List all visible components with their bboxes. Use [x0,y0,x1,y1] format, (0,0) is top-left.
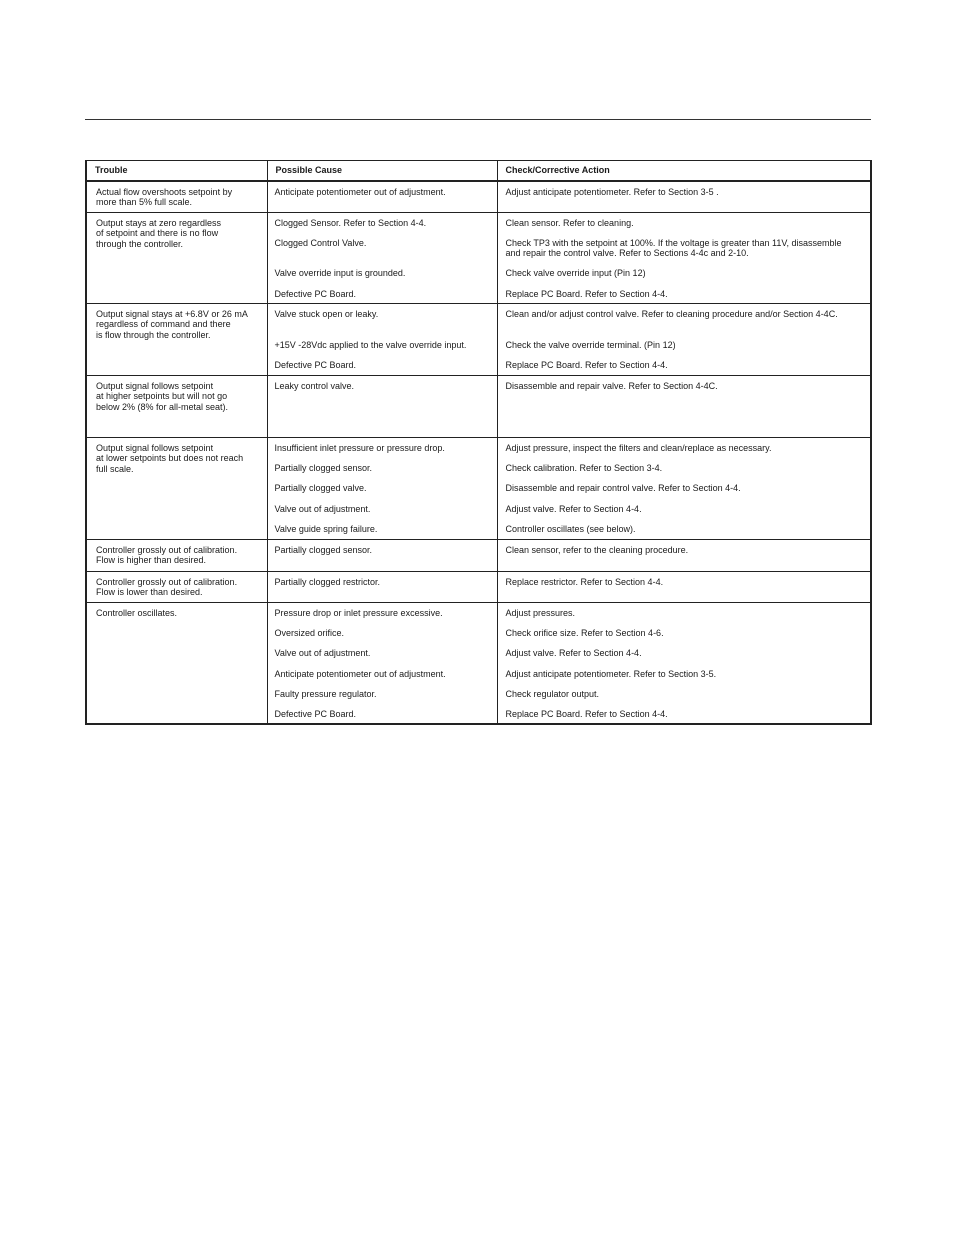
trouble-text: Output signal stays at +6.8V or 26 mA regardless of command and there is flow through the controller. [96,308,248,340]
possible-cause-item: Valve out of adjustment. [274,503,371,514]
trouble-cell [86,212,267,303]
corrective-action-item: Adjust anticipate potentiometer. Refer to Section 3-5. [505,668,717,679]
trouble-cell [86,602,267,724]
table-row [86,303,871,375]
possible-cause-item: Defective PC Board. [274,288,357,299]
corrective-action-item: Replace restrictor. Refer to Section 4-4. [505,576,664,587]
corrective-action-item: Disassemble and repair control valve. Refer to Section 4-4. [505,482,741,493]
corrective-action-cell [497,375,871,437]
possible-cause-cell [267,303,497,375]
possible-cause-cell [267,571,497,602]
corrective-action-cell [497,571,871,602]
trouble-cell [86,375,267,437]
possible-cause-cell [267,602,497,724]
trouble-text: Output signal follows setpoint at lower setpoints but does not reach full scale. [96,442,244,474]
possible-cause-item: Defective PC Board. [274,708,357,719]
corrective-action-item: Clean sensor. Refer to cleaning. [505,217,634,228]
header-rule [85,119,871,120]
corrective-action-item: Adjust valve. Refer to Section 4-4. [505,647,642,658]
possible-cause-item: Anticipate potentiometer out of adjustment. [274,186,446,197]
corrective-action-item: Check valve override input (Pin 12) [505,267,646,278]
possible-cause-item: Anticipate potentiometer out of adjustment. [274,668,446,679]
corrective-action-item: Check calibration. Refer to Section 3-4. [505,462,663,473]
corrective-action-item: Replace PC Board. Refer to Section 4-4. [505,288,668,299]
table-header-row [86,161,871,181]
corrective-action-item: Adjust pressures. [505,607,576,618]
trouble-text: Controller oscillates. [96,607,178,618]
corrective-action-item: Check orifice size. Refer to Section 4-6. [505,627,664,638]
corrective-action-item: Clean and/or adjust control valve. Refer to cleaning procedure and/or Section 4-4C. [505,308,838,319]
corrective-action-item: Controller oscillates (see below). [505,523,636,534]
possible-cause-item: Valve guide spring failure. [274,523,378,534]
corrective-action-item: Replace PC Board. Refer to Section 4-4. [505,359,668,370]
possible-cause-item: +15V -28Vdc applied to the valve override input. [274,339,467,350]
trouble-text: Controller grossly out of calibration. Flow is lower than desired. [96,576,238,597]
trouble-text: Controller grossly out of calibration. Flow is higher than desired. [96,544,238,565]
possible-cause-cell [267,437,497,539]
table-row [86,181,871,213]
corrective-action-item: Adjust pressure, inspect the filters and clean/replace as necessary. [505,442,772,453]
possible-cause-item: Insufficient inlet pressure or pressure drop. [274,442,445,453]
table-row [86,602,871,724]
table-row [86,571,871,602]
corrective-action-item: Clean sensor, refer to the cleaning procedure. [505,544,689,555]
trouble-cell [86,303,267,375]
trouble-cell [86,571,267,602]
possible-cause-cell [267,212,497,303]
corrective-action-item: Replace PC Board. Refer to Section 4-4. [505,708,668,719]
possible-cause-item: Valve out of adjustment. [274,647,371,658]
corrective-action-cell [497,437,871,539]
trouble-cell [86,437,267,539]
possible-cause-item: Valve override input is grounded. [274,267,406,278]
corrective-action-cell [497,539,871,571]
corrective-action-item: Check regulator output. [505,688,600,699]
corrective-action-item: Check TP3 with the setpoint at 100%. If the voltage is greater than 11V, disassemble and repair the control valve. Refer to Sections 4-4c and 2-10. [505,237,842,258]
possible-cause-item: Leaky control valve. [274,380,355,391]
corrective-action-cell [497,303,871,375]
possible-cause-cell [267,539,497,571]
corrective-action-item: Disassemble and repair valve. Refer to Section 4-4C. [505,380,718,391]
column-header-trouble: Trouble [86,161,267,181]
table-row [86,212,871,303]
corrective-action-item: Adjust anticipate potentiometer. Refer to Section 3-5 . [505,186,719,197]
table-row [86,375,871,437]
possible-cause-item: Faulty pressure regulator. [274,688,377,699]
column-header-corrective-action: Check/Corrective Action [497,161,871,181]
table-row [86,437,871,539]
trouble-cell [86,181,267,213]
trouble-text: Actual flow overshoots setpoint by more than 5% full scale. [96,186,233,207]
possible-cause-item: Partially clogged valve. [274,482,367,493]
possible-cause-item: Partially clogged restrictor. [274,576,381,587]
possible-cause-item: Clogged Sensor. Refer to Section 4-4. [274,217,427,228]
corrective-action-item: Check the valve override terminal. (Pin 12) [505,339,676,350]
corrective-action-cell [497,181,871,213]
possible-cause-item: Oversized orifice. [274,627,345,638]
troubleshooting-table [85,160,872,725]
possible-cause-item: Valve stuck open or leaky. [274,308,379,319]
corrective-action-cell [497,212,871,303]
possible-cause-item: Clogged Control Valve. [274,237,367,248]
possible-cause-item: Partially clogged sensor. [274,462,373,473]
corrective-action-cell [497,602,871,724]
corrective-action-item: Adjust valve. Refer to Section 4-4. [505,503,642,514]
possible-cause-item: Pressure drop or inlet pressure excessive. [274,607,443,618]
trouble-text: Output stays at zero regardless of setpoint and there is no flow through the controller. [96,217,222,249]
possible-cause-item: Partially clogged sensor. [274,544,373,555]
table-body [86,181,871,724]
column-header-possible-cause: Possible Cause [267,161,497,181]
possible-cause-cell [267,181,497,213]
possible-cause-item: Defective PC Board. [274,359,357,370]
possible-cause-cell [267,375,497,437]
trouble-text: Output signal follows setpoint at higher setpoints but will not go below 2% (8% for all-metal seat). [96,380,229,412]
table-row [86,539,871,571]
trouble-cell [86,539,267,571]
